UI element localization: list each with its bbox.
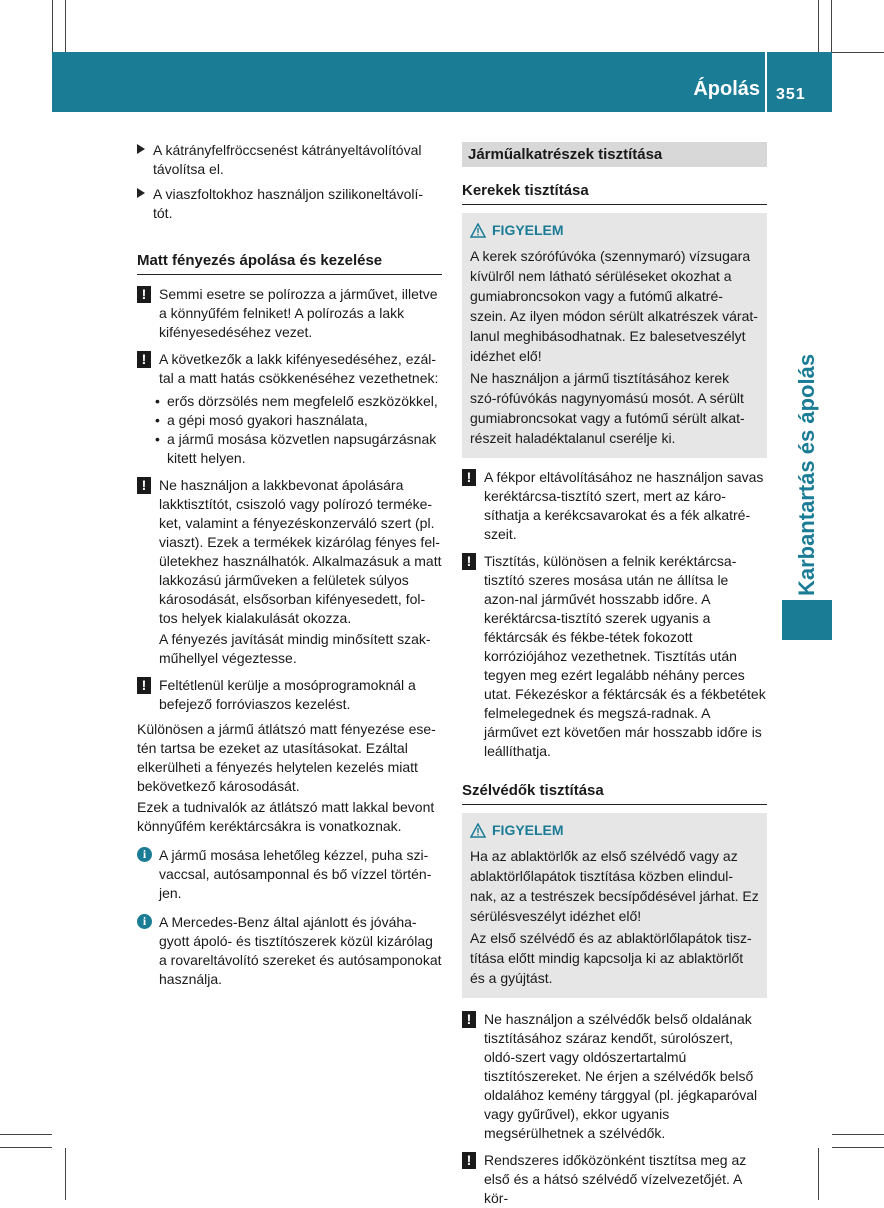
caution-text: Az első szélvédő és az ablaktörlőlapátok tisz-títása előtt mindig kapcsolja ki az ablaktörlőt és a gyújtást. [470, 930, 752, 986]
notice-block [462, 552, 767, 761]
notice-text: Semmi esetre se polírozza a járművet, illetve a könnyűfém felniket! A polírozás a lakk kifényesedéséhez vezet. [159, 286, 438, 340]
exclamation-icon: ! [137, 286, 151, 303]
caution-text: Ha az ablaktörlők az első szélvédő vagy az ablaktörlőlapátok tisztítása közben elindul-nak, az a testrészek becsípődésével járhat. Ez sérülésveszélyt idézhet elő! [470, 848, 759, 924]
notice-block [462, 1151, 767, 1208]
notice-text: Rendszeres időközönként tisztítsa meg az első és a hátsó szélvédő vízelvezetőjét. A kör- [484, 1152, 747, 1206]
arrow-item-text: A viaszfoltokhoz használjon szilikoneltávolí-tót. [153, 186, 424, 221]
notice-text: A fényezés javítását mindig minősített szak-műhellyel végeztesse. [159, 631, 431, 666]
crop-mark [832, 1147, 884, 1148]
side-tab-marker [782, 600, 832, 640]
info-block [137, 846, 442, 903]
bullet-list [137, 392, 442, 468]
caution-label: FIGYELEM [492, 822, 564, 838]
list-item: • a jármű mosása közvetlen napsugárzásnak kitett helyen. [155, 430, 442, 468]
page-title: Ápolás [693, 78, 760, 100]
notice-block [137, 476, 442, 668]
right-column [462, 142, 767, 1208]
exclamation-icon: ! [462, 1011, 476, 1028]
crop-mark [831, 0, 832, 52]
side-tab-label: Karbantartás és ápolás [794, 353, 819, 597]
notice-text: A következők a lakk kifényesedéséhez, ezál-tal a matt hatás csökkenéséhez vezethetnek: [159, 351, 439, 386]
notice-block [137, 350, 442, 388]
arrow-item [137, 141, 442, 179]
notice-text: A fékpor eltávolításához ne használjon savas keréktárcsa-tisztító szert, mert az káro-síthatja a kerékcsavarokat és a fék alkatré-szeit. [484, 469, 764, 542]
page-number: 351 [776, 86, 806, 103]
crop-mark [832, 1134, 884, 1135]
list-item: • a gépi mosó gyakori használata, [155, 411, 442, 430]
exclamation-icon: ! [462, 553, 476, 570]
notice-block [137, 676, 442, 714]
crop-mark [52, 0, 53, 52]
warning-triangle-icon [470, 823, 486, 838]
exclamation-icon: ! [462, 1152, 476, 1169]
arrow-item [137, 185, 442, 223]
caution-text: Ne használjon a jármű tisztításához kerek szó-rófúvókás nagynyomású mosót. A sérült gumiabroncsokat vagy a futómű sérült alkat-részeit haladéktalanul cserélje ki. [470, 370, 745, 446]
info-text: A jármű mosása lehetőleg kézzel, puha szi-vaccsal, autósamponnal és bő vízzel történ-jen. [159, 847, 432, 901]
info-icon: i [137, 847, 152, 862]
caution-header [470, 221, 759, 240]
crop-mark [832, 52, 884, 53]
exclamation-icon: ! [137, 477, 151, 494]
caution-header [470, 821, 759, 840]
notice-block [462, 1010, 767, 1143]
left-column [137, 141, 442, 989]
notice-text: Tisztítás, különösen a felnik keréktárcsa-tisztító szeres mosása után ne állítsa le azon-nal járművét hosszabb időre. A keréktárcsa-tisztító szerek ugyanis a féktárcsák és fékbe-tétek fokozott korróziójához vezethetnek. Tisztítás után tegyen meg ezért legalább néhány perces utat. Fékezéskor a féktárcsák és a fékbetétek felmelegednek és megszá-radnak. A járművet ezt követően már hosszabb időre is leállíthatja. [484, 553, 766, 759]
caution-text: A kerek szórófúvóka (szennymaró) vízsugara kívülről nem látható sérüléseket okozhat a gumiabroncsokon vagy a futómű alkatré-szein. Az ilyen módon sérült alkatrészek várat-lanul meghibásodhatnak. Ez balesetveszélyt idézhet elő! [470, 248, 758, 364]
notice-text: Ne használjon a szélvédők belső oldalának tisztításához száraz kendőt, súrolószert, oldó-szert vagy oldószertartalmú tisztítószereket. Ne érjen a szélvédők belső oldalához kemény tárggyal (pl. jégkaparóval vagy gyűrűvel), ekkor ugyanis megsérülhetnek a szélvédők. [484, 1011, 758, 1141]
caution-box [462, 213, 767, 458]
arrow-item-text: A kátrányfelfröccsenést kátrányeltávolítóval távolítsa el. [153, 142, 422, 177]
info-icon: i [137, 914, 152, 929]
notice-block [462, 468, 767, 544]
notice-text: Ne használjon a lakkbevonat ápolására lakktisztítót, csiszoló vagy polírozó terméke-ket, valamint a fényezéskonzerváló szert (pl. viaszt). Ezek a termékek kizárólag fényes fel-ületekhez használhatók. Alkalmazásuk a matt lakkozású járműveken a felületek súlyos károsodását, elsősorban kifényesedett, fol-tos helyek kialakulását okozza. [159, 477, 442, 626]
crop-mark [818, 1148, 819, 1200]
caution-box [462, 813, 767, 998]
notice-text: Feltétlenül kerülje a mosóprogramoknál a befejező forróviaszos kezelést. [159, 677, 416, 712]
crop-mark [818, 0, 819, 52]
crop-mark [65, 0, 66, 52]
exclamation-icon: ! [137, 351, 151, 368]
caution-label: FIGYELEM [492, 222, 564, 238]
exclamation-icon: ! [462, 469, 476, 486]
header-separator [765, 52, 767, 112]
section-heading: Matt fényezés ápolása és kezelése [137, 252, 383, 269]
list-item: • erős dörzsölés nem megfelelő eszközökkel, [155, 392, 442, 411]
arrow-icon [137, 188, 145, 198]
body-paragraph: Különösen a jármű átlátszó matt fényezése ese-tén tartsa be ezeket az utasításokat. Ezáltal elkerülheti a fényezés helytelen kezelés miatt bekövetkező károsodását. [137, 721, 436, 794]
crop-mark [0, 1147, 52, 1148]
crop-mark [65, 1148, 66, 1200]
section-heading: Szélvédők tisztítása [462, 782, 604, 799]
exclamation-icon: ! [137, 677, 151, 694]
section-title-bar: Járműalkatrészek tisztítása [462, 142, 767, 167]
arrow-icon [137, 144, 145, 154]
warning-triangle-icon [470, 223, 486, 238]
body-paragraph: Ezek a tudnivalók az átlátszó matt lakkal bevont könnyűfém keréktárcsákra is vonatkoznak. [137, 799, 435, 834]
section-heading: Kerekek tisztítása [462, 182, 589, 199]
info-block [137, 913, 442, 989]
crop-mark [0, 1134, 52, 1135]
notice-block [137, 285, 442, 342]
info-text: A Mercedes-Benz által ajánlott és jóváha-gyott ápoló- és tisztítószerek közül kizárólag a rovareltávolító szereket és autósamponokat használja. [159, 914, 442, 987]
